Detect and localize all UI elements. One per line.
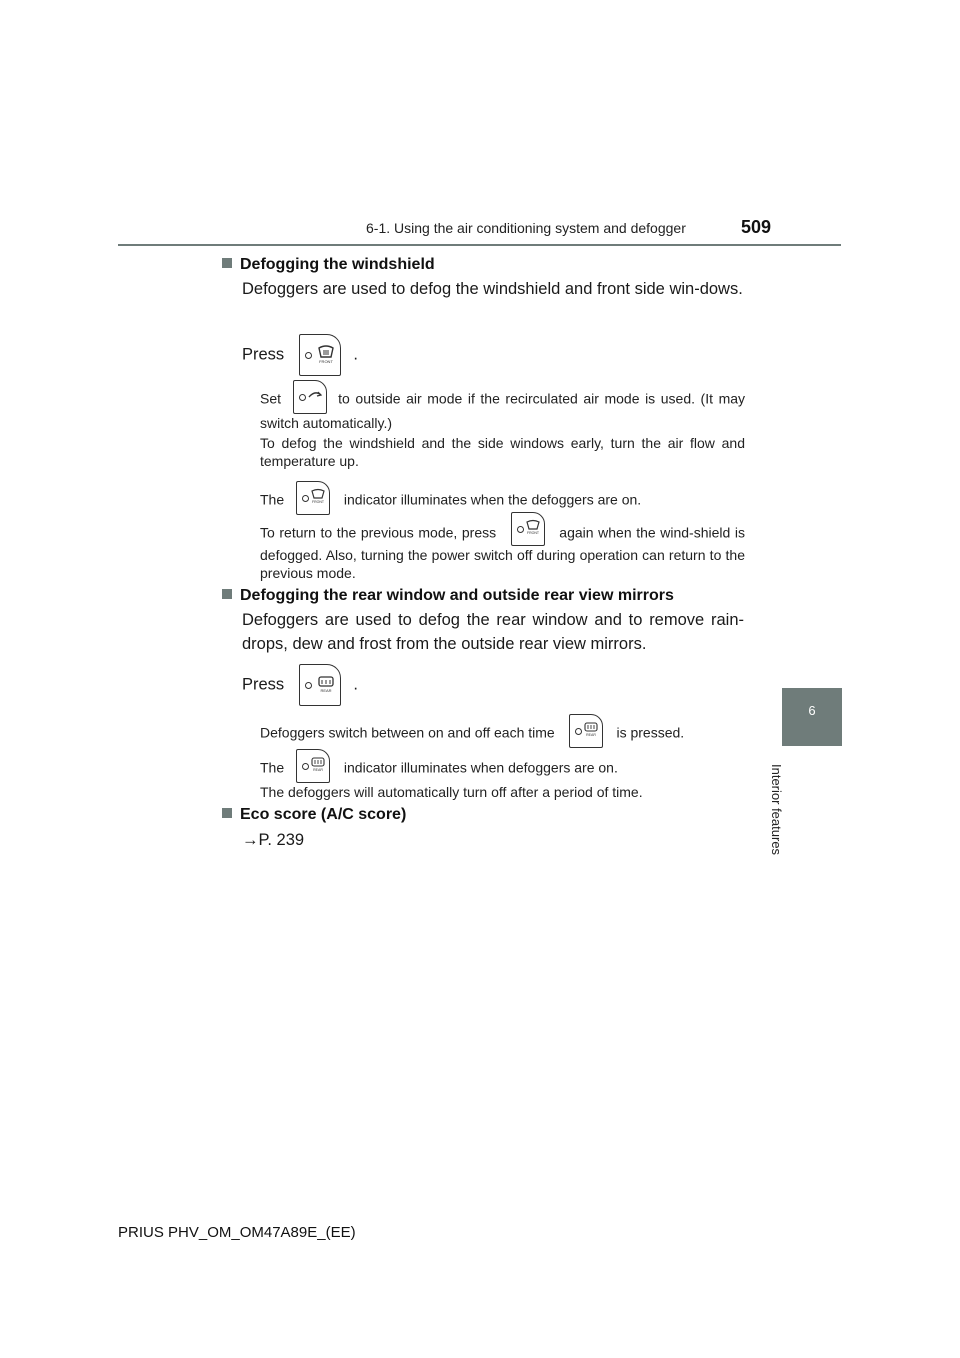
square-bullet-icon (222, 258, 232, 268)
chapter-title-vertical (769, 764, 806, 894)
svg-text:FRONT: FRONT (318, 359, 333, 364)
rear-note-toggle: Defoggers switch between on and off each time REAR is pressed. (260, 720, 745, 748)
rear-note-indicator: The REAR indicator illuminates when defoggers are on. (260, 755, 745, 783)
square-bullet-icon (222, 808, 232, 818)
rear-body: Defoggers are used to defog the rear window and to remove rain-drops, dew and frost from the outside rear view mirrors. (242, 611, 744, 653)
air-intake-button-icon (293, 380, 327, 414)
square-bullet-icon (222, 589, 232, 599)
windshield-press-line: Press FRONT . (242, 334, 358, 376)
svg-text:FRONT: FRONT (526, 531, 539, 535)
windshield-note-indicator: The FRONT indicator illuminates when the defoggers are on. (260, 487, 745, 515)
front-defogger-button-icon (299, 334, 341, 376)
section-heading-eco: Eco score (A/C score) (222, 806, 406, 824)
svg-text:FRONT: FRONT (311, 500, 325, 504)
svg-text:REAR: REAR (313, 768, 323, 772)
front-defogger-button-icon (511, 512, 545, 546)
windshield-note-return: To return to the previous mode, press FRONT again when the wind-shield is defogged. Also, turning the power switch off during operation can return to the previous mode. (260, 522, 745, 582)
rear-press-line: Press REAR . (242, 664, 358, 706)
rear-note-auto-off: The defoggers will automatically turn off after a period of time. (260, 784, 643, 800)
header-divider (118, 244, 841, 246)
arrow-right-icon: → (242, 831, 259, 849)
svg-text:REAR: REAR (585, 733, 596, 737)
section-heading-windshield: Defogging the windshield (222, 256, 435, 274)
svg-text:REAR: REAR (320, 688, 332, 693)
rear-defogger-button-icon (299, 664, 341, 706)
section-title: 6-1. Using the air conditioning system and defogger (366, 220, 686, 236)
eco-reference: →P. 239 (242, 831, 305, 849)
chapter-title: Interior features (769, 764, 784, 856)
page-number: 509 (741, 217, 772, 237)
rear-defogger-button-icon (569, 714, 603, 748)
front-defogger-button-icon (296, 481, 330, 515)
windshield-note-early: To defog the windshield and the side windows early, turn the air flow and temperature up. (260, 435, 745, 469)
windshield-note-outside-air: Set to outside air mode if the recirculated air mode is used. (It may switch automatically.) (260, 386, 745, 432)
chapter-number: 6 (808, 703, 816, 718)
manual-code: PRIUS PHV_OM_OM47A89E_(EE) (118, 1224, 356, 1241)
rear-defogger-button-icon (296, 749, 330, 783)
section-heading-rear: Defogging the rear window and outside rear view mirrors (222, 587, 674, 605)
windshield-body: Defoggers are used to defog the windshield and front side win-dows. (242, 280, 743, 298)
